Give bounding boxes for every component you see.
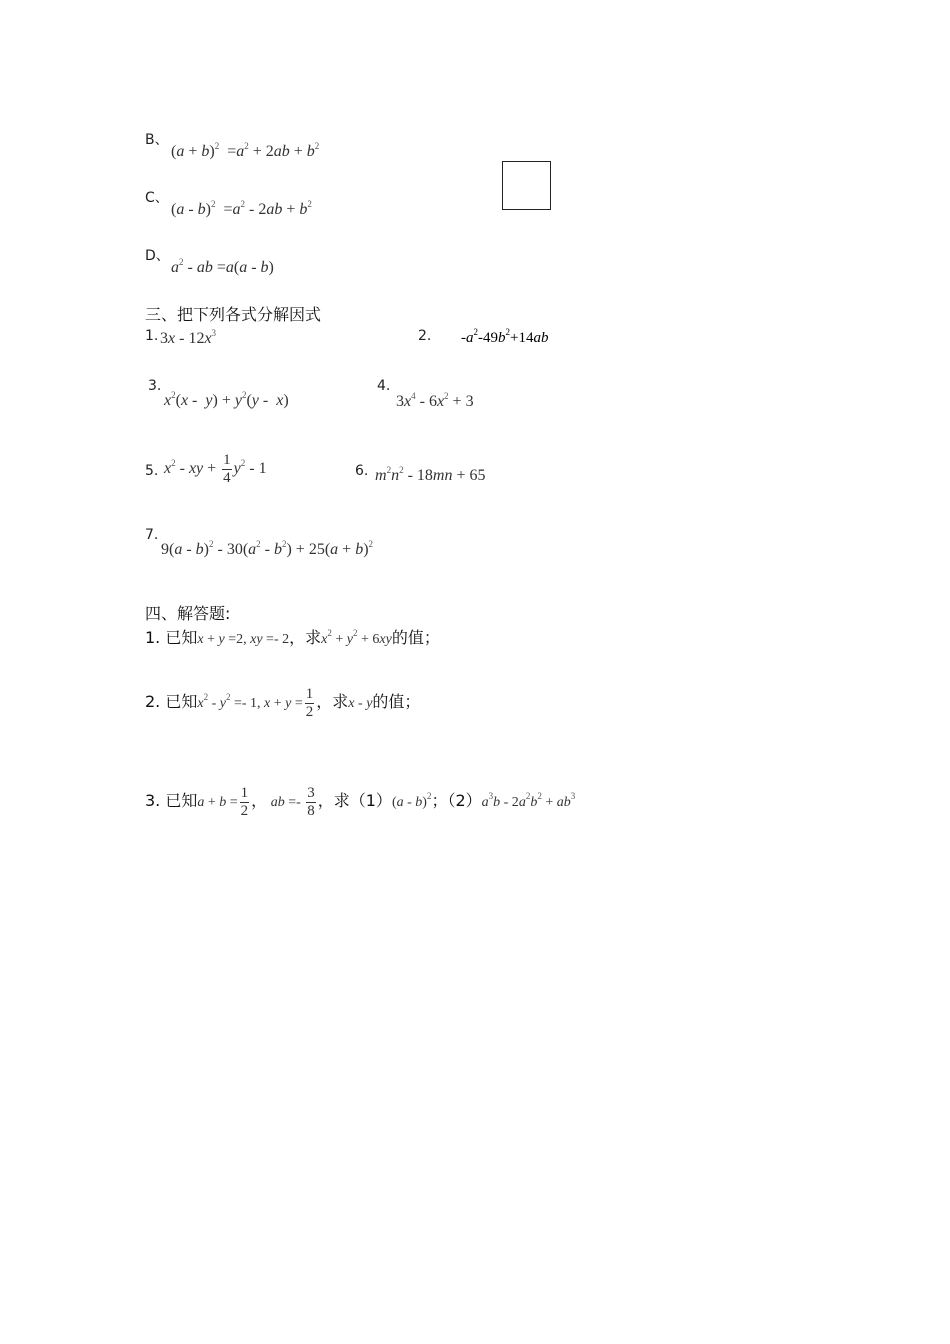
problem-4-number: 4.: [377, 378, 391, 394]
question-1-suffix: 的值；: [391, 628, 440, 647]
problem-1-formula: $3x - 12x^3$: [160, 328, 217, 347]
option-c-formula: $(a - b)^2 =a^2 - 2ab + b^2$: [171, 199, 312, 218]
question-1-prefix: 1. 已知: [145, 628, 198, 647]
question-2: [145, 677, 420, 724]
section-4-title: 四、解答题:: [145, 604, 231, 623]
question-3-prefix: 3. 已知: [145, 791, 198, 810]
question-2-prefix: 2. 已知: [145, 692, 198, 711]
question-3-part-2: $a^3b - 2a^2b^2 + ab^3$: [481, 791, 576, 810]
question-3-given-product: ab =- $\frac{3}{8}$: [270, 785, 315, 820]
option-c-label: C、: [145, 190, 169, 206]
problem-2-formula: $-a^2-49b^2+14ab$: [461, 327, 549, 346]
question-1: [145, 625, 440, 648]
question-1-mid: ，求: [289, 628, 322, 647]
question-3-comma: ，: [251, 791, 268, 810]
option-b-formula: $(a + b)^2 =a^2 + 2ab + b^2$: [171, 141, 320, 160]
question-2-suffix: 的值；: [372, 692, 421, 711]
problem-3-formula: $x^2(x - y) + y^2(y - x)$: [164, 390, 289, 409]
question-3-sep: ；（2）: [431, 791, 482, 810]
problem-5-number: 5.: [145, 463, 159, 479]
problem-7-number: 7.: [145, 527, 159, 543]
problem-6-number: 6.: [355, 463, 369, 479]
option-d-label: D、: [145, 248, 170, 264]
problem-3-number: 3.: [148, 378, 162, 394]
problem-6-formula: $m^2n^2 - 18mn + 65$: [375, 465, 486, 484]
section-3-title: 三、把下列各式分解因式: [145, 305, 322, 324]
option-d-formula: $a^2$ - ab =a(a - b): [171, 257, 274, 276]
problem-5-formula: $x^2$ - xy + $\frac{1}{4}$ $y^2 - 1$: [164, 452, 267, 486]
question-3-part-1: (a - b)$^2$: [391, 791, 432, 810]
question-2-mid: ，求: [316, 692, 349, 711]
problem-4-formula: $3x^4 - 6x^2 + 3$: [396, 391, 474, 410]
question-2-given: $x^2 - y^2 =- 1$, x + y = $\frac{1}{2}$: [197, 686, 314, 721]
option-b-label: B、: [145, 132, 169, 148]
question-3: [145, 776, 575, 823]
question-3-given-sum: a + b = $\frac{1}{2}$: [197, 785, 249, 820]
problem-2-number: 2.: [418, 328, 432, 344]
problem-1-number: 1.: [145, 328, 159, 344]
question-1-given: x + y =2, xy =- 2: [197, 632, 290, 647]
problem-7-formula: $9(a - b)^2 - 30(a^2 - b^2) + 25(a + b)^2$: [161, 539, 374, 558]
question-3-ask: ，求（1）: [317, 791, 392, 810]
answer-box: [502, 161, 551, 210]
question-2-expression: x - y: [348, 696, 373, 711]
question-1-expression: $x^2 + y^2 + 6xy$: [321, 628, 392, 647]
